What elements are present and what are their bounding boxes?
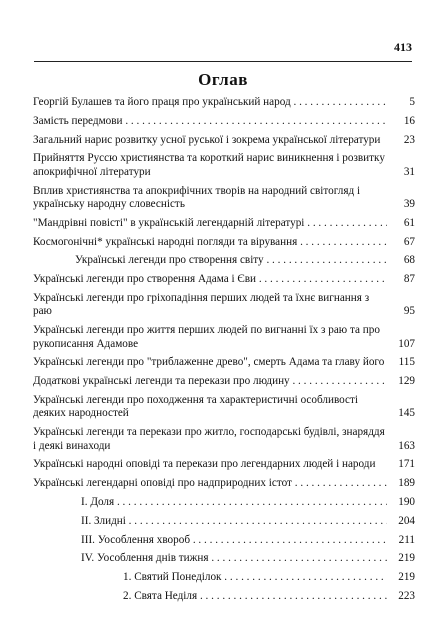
toc-entry-title: Замість передмови . . .	[33, 115, 415, 128]
toc-entry-title: 1. Святий Понеділок . . .	[33, 571, 415, 584]
toc-entry-title: Космогонічні* українські народні погляди та вірування . . .	[33, 236, 415, 249]
toc-entry-page: 68	[387, 254, 415, 267]
toc-entry-page: 107	[387, 338, 415, 351]
toc-entry-page: 5	[387, 96, 415, 109]
toc-entry-title: ІV. Уособлення днів тижня . . .	[33, 552, 415, 565]
toc-entry-title: Українські легенди та перекази про житло, господарські будівлі, знаряддя і деякі винаходи	[33, 426, 385, 452]
toc-entry-title: Вплив християнства та апокрифічних творів на народний світогляд і українську народну словесність	[33, 184, 361, 210]
toc-entry	[33, 375, 415, 388]
header-rule	[34, 61, 412, 62]
toc-entry	[33, 254, 415, 267]
toc-entry-title: Додаткові українські легенди та перекази про людину . . .	[33, 375, 415, 388]
toc-entry-page: 67	[387, 236, 415, 249]
toc-entry-page: 171	[387, 458, 415, 471]
toc-entry-page: 204	[387, 515, 415, 528]
toc-entry-page: 95	[387, 305, 415, 318]
toc-entry	[33, 273, 415, 286]
toc-entry	[33, 185, 415, 212]
page-number: 413	[394, 40, 412, 54]
toc-entry-page: 87	[387, 273, 415, 286]
toc-entry-title: Загальний нарис розвитку усної руської і зокрема української літератури	[33, 133, 381, 146]
toc-entry	[33, 292, 415, 319]
toc-entry	[33, 324, 415, 351]
toc-entry	[33, 496, 415, 509]
toc-entry-page: 129	[387, 375, 415, 388]
toc-entry-title: Українські легенди про створення світу . . .	[33, 254, 415, 267]
toc-entry-page: 39	[387, 198, 415, 211]
toc-entry-title: ІІІ. Уособлення хвороб . . .	[33, 534, 415, 547]
toc-entry-title: Українські народні оповіді та перекази про легендарних людей і народи	[33, 458, 376, 471]
toc-entry-title: І. Доля . . .	[33, 496, 415, 509]
toc-entry-page: 219	[387, 552, 415, 565]
toc-entry-page: 31	[387, 166, 415, 179]
toc-entry	[33, 534, 415, 547]
toc-entry-page: 211	[387, 534, 415, 547]
toc-entry-title: 2. Свята Неділя . . .	[33, 590, 415, 603]
toc-entry	[33, 115, 415, 128]
toc-entry	[33, 96, 415, 109]
toc-entry-title: "Мандрівні повісті" в українській легендарній літературі . . .	[33, 217, 415, 230]
toc-entry	[33, 426, 415, 453]
toc-entry	[33, 356, 415, 369]
toc-entry	[33, 134, 415, 147]
toc-entry-title: Українські легенди про походження та характеристичні особливості деяких народностей	[33, 393, 359, 420]
toc-title: Оглав	[198, 70, 248, 89]
toc-entry	[33, 152, 415, 179]
toc-entry	[33, 590, 415, 603]
toc-entry-page: 16	[387, 115, 415, 128]
toc-entry-page: 61	[387, 217, 415, 230]
toc-entry-page: 219	[387, 571, 415, 584]
toc-entry-title: Українські легендарні оповіді про надприродних істот . . .	[33, 477, 415, 490]
toc-entry-title: Українські легенди про гріхопадіння перших людей та їхнє вигнання з раю	[33, 291, 370, 318]
toc-entry-page: 223	[387, 590, 415, 603]
toc-entry-page: 190	[387, 496, 415, 509]
toc-entry-page: 189	[387, 477, 415, 490]
toc-entry-page: 23	[387, 134, 415, 147]
table-of-contents	[33, 96, 415, 609]
toc-entry-title: ІІ. Злидні . . .	[33, 515, 415, 528]
toc-entry	[33, 458, 415, 471]
toc-entry	[33, 236, 415, 249]
toc-entry-title: Українські легенди про життя перших людей по вигнанні їх з раю та про рукописання Адамове	[33, 324, 380, 350]
toc-entry-page: 163	[387, 440, 415, 453]
toc-entry-title: Прийняття Руссю християнства та короткий нарис виникнення і розвитку апокрифічної літератури	[33, 152, 385, 178]
toc-entry-title: Українські легенди про "триблаженне древо", смерть Адама та главу його	[33, 356, 385, 369]
toc-entry	[33, 477, 415, 490]
toc-entry-page: 145	[387, 407, 415, 420]
toc-entry-title: Українські легенди про створення Адама і Єви . . .	[33, 273, 415, 286]
toc-entry	[33, 515, 415, 528]
toc-entry-title: Георгій Булашев та його праця про український народ . . .	[33, 96, 415, 109]
toc-entry	[33, 394, 415, 421]
toc-entry	[33, 217, 415, 230]
toc-entry-page: 115	[387, 356, 415, 369]
toc-entry	[33, 571, 415, 584]
toc-entry	[33, 552, 415, 565]
